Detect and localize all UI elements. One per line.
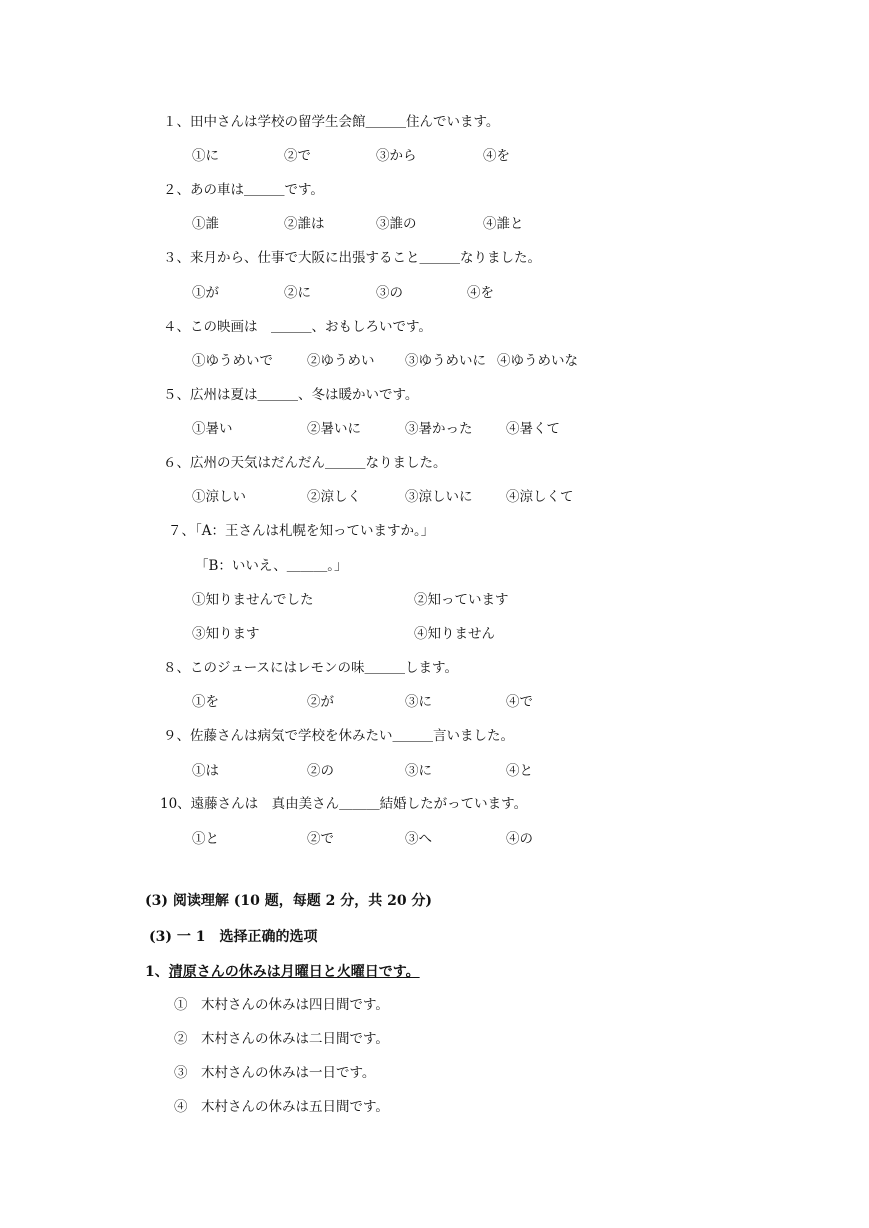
question-3-option-1: ①が — [192, 285, 219, 301]
question-7-option-1: ①知りませんでした — [192, 592, 314, 608]
question-8-option-1: ①を — [192, 694, 219, 710]
reading-question-text: 清原さんの休みは月曜日と火曜日です。 — [168, 964, 420, 980]
reading-option-1: ① 木村さんの休みは四日間です。 — [174, 997, 389, 1013]
question-1-option-4: ④を — [483, 148, 510, 164]
reading-question-1 — [145, 963, 420, 981]
question-5-option-2: ②暑いに — [307, 421, 361, 437]
question-6-option-4: ④涼しくて — [506, 489, 574, 505]
question-2-option-2: ②誰は — [284, 216, 325, 232]
question-4-stem: ４、この映画は ＿＿＿、おもしろいです。 — [163, 319, 432, 335]
question-8-option-4: ④で — [506, 694, 533, 710]
question-1-option-1: ①に — [192, 148, 219, 164]
question-3-option-4: ④を — [467, 285, 494, 301]
question-5-option-4: ④暑くて — [506, 421, 560, 437]
question-6-option-3: ③涼しいに — [405, 489, 473, 505]
reading-option-3: ③ 木村さんの休みは一日です。 — [174, 1065, 376, 1081]
question-10-option-2: ②で — [307, 831, 334, 847]
question-5-stem: ５、広州は夏は＿＿＿、冬は暖かいです。 — [163, 387, 419, 403]
question-9-stem: ９、佐藤さんは病気で学校を休みたい＿＿＿言いました。 — [163, 728, 514, 744]
question-5-option-3: ③暑かった — [405, 421, 473, 437]
question-3-option-3: ③の — [376, 285, 403, 301]
question-6-stem: ６、広州の天気はだんだん＿＿＿なりました。 — [163, 455, 447, 471]
section-heading: (3) 阅读理解 (10 题，每题 2 分，共 20 分) — [145, 893, 433, 909]
question-4-option-3: ③ゆうめいに — [405, 353, 486, 369]
question-6-option-2: ②涼しく — [307, 489, 361, 505]
question-6-option-1: ①涼しい — [192, 489, 246, 505]
question-8-option-2: ②が — [307, 694, 334, 710]
question-1-stem: １、田中さんは学校の留学生会館＿＿＿住んでいます。 — [163, 114, 500, 130]
question-9-option-1: ①は — [192, 763, 219, 779]
reading-question-number: 1、 — [145, 964, 169, 980]
question-4-option-1: ①ゆうめいで — [192, 353, 273, 369]
question-9-option-4: ④と — [506, 763, 533, 779]
question-7-option-3: ③知ります — [192, 626, 260, 642]
question-2-stem: ２、あの車は＿＿＿です。 — [163, 182, 324, 198]
question-9-option-3: ③に — [405, 763, 432, 779]
question-9-option-2: ②の — [307, 763, 334, 779]
question-7-option-4: ④知りません — [414, 626, 495, 642]
question-10-option-1: ①と — [192, 831, 219, 847]
question-3-option-2: ②に — [284, 285, 311, 301]
question-1-option-2: ②で — [284, 148, 311, 164]
question-7-stem: ７、「A：王さんは札幌を知っていますか。」 — [168, 523, 435, 539]
question-10-option-4: ④の — [506, 831, 533, 847]
question-4-option-4: ④ゆうめいな — [497, 353, 578, 369]
question-10-stem: 10、遠藤さんは 真由美さん＿＿＿結婚したがっています。 — [160, 796, 528, 812]
question-2-option-3: ③誰の — [376, 216, 417, 232]
question-8-stem: ８、このジュースにはレモンの味＿＿＿します。 — [163, 660, 458, 676]
question-3-stem: ３、来月から、仕事で大阪に出張すること＿＿＿なりました。 — [163, 250, 541, 266]
section-subheading: (3) 一 1 选择正确的选项 — [149, 929, 318, 945]
question-4-option-2: ②ゆうめい — [307, 353, 375, 369]
question-5-option-1: ①暑い — [192, 421, 233, 437]
question-2-option-1: ①誰 — [192, 216, 219, 232]
question-10-option-3: ③へ — [405, 831, 432, 847]
reading-option-4: ④ 木村さんの休みは五日間です。 — [174, 1099, 389, 1115]
reading-option-2: ② 木村さんの休みは二日間です。 — [174, 1031, 389, 1047]
question-2-option-4: ④誰と — [483, 216, 524, 232]
question-7-stem-b: 「B：いいえ、＿＿＿。」 — [195, 558, 348, 574]
question-7-option-2: ②知っています — [414, 592, 509, 608]
question-8-option-3: ③に — [405, 694, 432, 710]
question-1-option-3: ③から — [376, 148, 417, 164]
